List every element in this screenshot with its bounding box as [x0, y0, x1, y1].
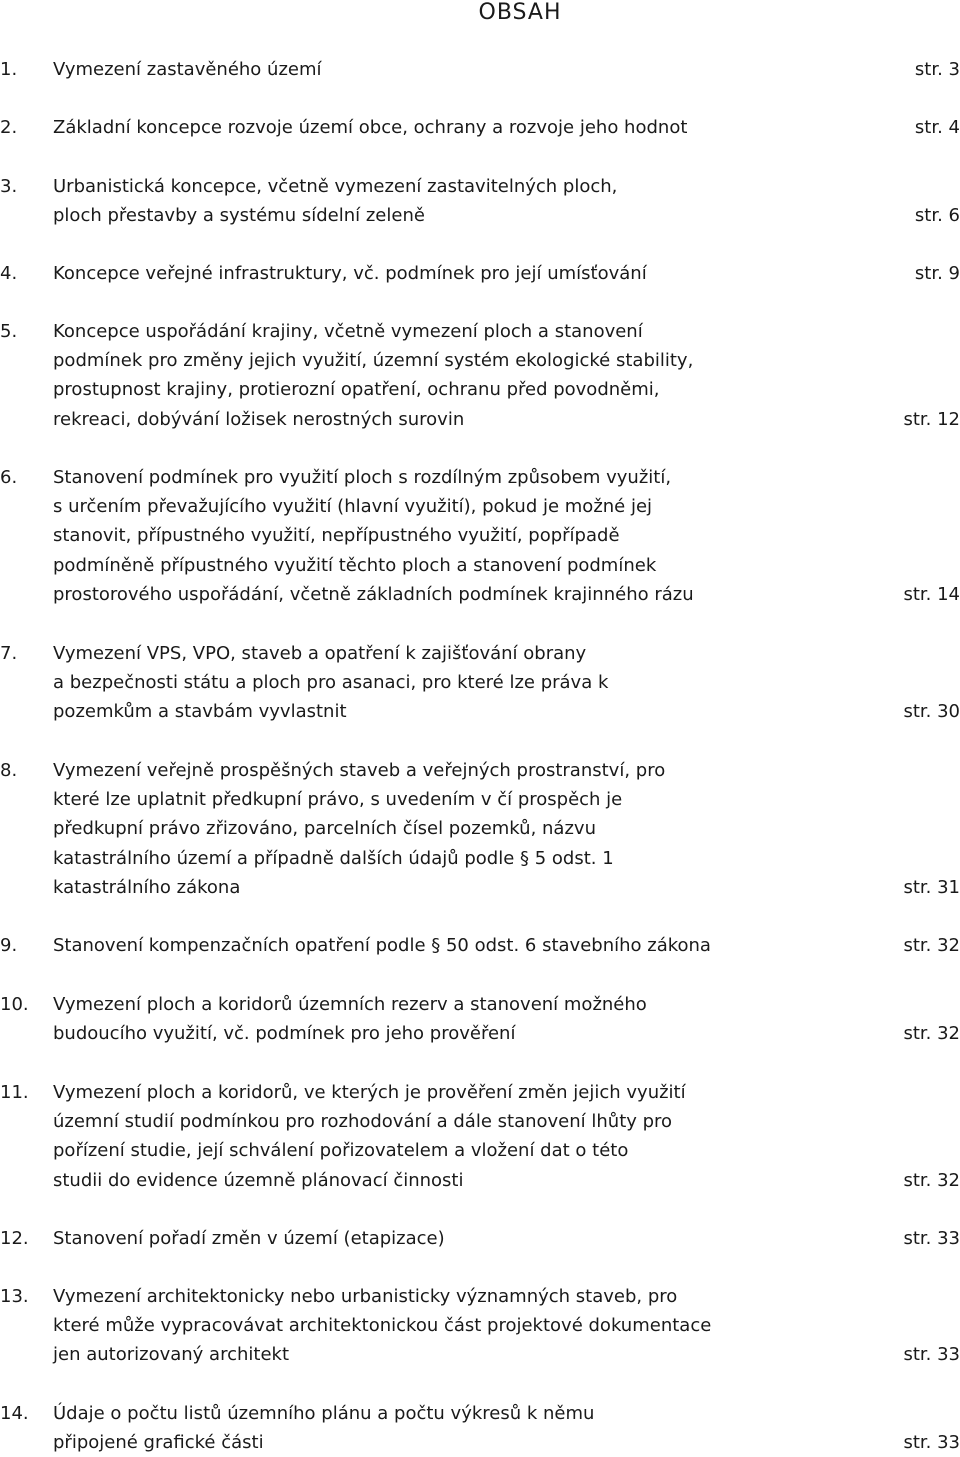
- toc-entry-title-line: předkupní právo zřizováno, parcelních čísel pozemků, názvu: [53, 818, 596, 840]
- toc-entry-title: [53, 931, 873, 960]
- toc-entry-title-line: Vymezení veřejně prospěšných staveb a veřejných prostranství, pro: [53, 760, 666, 781]
- toc-entry-page: str. 14: [903, 583, 960, 605]
- toc-entry-title: [53, 990, 873, 1048]
- toc-entry-number: 6.: [0, 467, 18, 488]
- toc-entry-page: str. 33: [903, 1344, 960, 1366]
- toc-entry-number: 9.: [0, 935, 18, 956]
- toc-entry-number: 14.: [0, 1403, 29, 1424]
- toc-entry-title-line: prostorového uspořádání, včetně základních podmínek krajinného rázu: [53, 583, 694, 605]
- toc-entry-page: str. 9: [914, 263, 960, 284]
- toc-entry-title: [53, 1078, 873, 1195]
- toc-entry-title: [53, 1282, 873, 1370]
- toc-entry-number: 12.: [0, 1228, 29, 1249]
- toc-entry-title-line: Vymezení ploch a koridorů územních rezerv a stanovení možného: [53, 994, 647, 1015]
- toc-entry-title: [53, 756, 873, 902]
- toc-entry-number: 11.: [0, 1082, 29, 1103]
- toc-entry: [0, 1078, 960, 1195]
- toc-entry-title-line: katastrálního zákona: [53, 876, 241, 898]
- toc-entry-page: str. 6: [914, 205, 960, 227]
- toc-entry-title-line: s určením převažujícího využití (hlavní využití), pokud je možné jej: [53, 496, 653, 518]
- page-title: OBSAH: [478, 0, 562, 25]
- toc-entry-title: [53, 113, 873, 142]
- toc-entry-title-line: Údaje o počtu listů územního plánu a počtu výkresů k němu: [53, 1403, 595, 1424]
- toc-entry-title-line: Koncepce uspořádání krajiny, včetně vymezení ploch a stanovení: [53, 321, 643, 342]
- toc-entry-number: 10.: [0, 994, 29, 1015]
- toc-entry-title-line: a bezpečnosti státu a ploch pro asanaci, pro které lze práva k: [53, 672, 609, 694]
- toc-entry-title-line: ploch přestavby a systému sídelní zeleně: [53, 205, 425, 227]
- toc-entry-title-line: podmínek pro změny jejich využití, územní systém ekologické stability,: [53, 350, 694, 372]
- toc-entry-title-line: rekreaci, dobývání ložisek nerostných surovin: [53, 408, 465, 430]
- toc-entry-number: 5.: [0, 321, 18, 342]
- toc-entry-title-line: Vymezení VPS, VPO, staveb a opatření k zajišťování obrany: [53, 643, 587, 664]
- toc-entry-title-line: které lze uplatnit předkupní právo, s uvedením v čí prospěch je: [53, 789, 623, 811]
- toc-entry-title-line: budoucího využití, vč. podmínek pro jeho prověření: [53, 1023, 516, 1045]
- toc-entry-title-line: Vymezení ploch a koridorů, ve kterých je prověření změn jejich využití: [53, 1082, 686, 1103]
- toc-entry-page: str. 32: [903, 1023, 960, 1045]
- toc-entry-title-line: Stanovení podmínek pro využití ploch s rozdílným způsobem využití,: [53, 467, 672, 488]
- toc-entry-title: [53, 172, 873, 230]
- toc-entry-title: [53, 55, 873, 84]
- toc-entry-title: [53, 259, 873, 288]
- toc-entry-title-line: připojené grafické části: [53, 1432, 264, 1454]
- toc-entry-title-line: Stanovení kompenzačních opatření podle § 50 odst. 6 stavebního zákona: [53, 935, 711, 956]
- toc-entry-number: 1.: [0, 59, 18, 80]
- toc-entry-title-line: podmíněně přípustného využití těchto ploch a stanovení podmínek: [53, 554, 657, 576]
- toc-entry: [0, 172, 960, 230]
- toc-entry: [0, 463, 960, 609]
- toc-entry-title-line: pozemkům a stavbám vyvlastnit: [53, 701, 347, 723]
- toc-entry-page: str. 32: [903, 1169, 960, 1191]
- toc-entry-title-line: které může vypracovávat architektonickou část projektové dokumentace: [53, 1315, 712, 1337]
- toc-entry-title: [53, 1399, 873, 1457]
- toc-entry-title-line: prostupnost krajiny, protierozní opatření, ochranu před povodněmi,: [53, 379, 660, 401]
- toc-entry-number: 13.: [0, 1286, 29, 1307]
- toc-entry-number: 7.: [0, 643, 18, 664]
- toc-entry: [0, 113, 960, 142]
- toc-entry: [0, 639, 960, 727]
- toc-entry-title-line: Vymezení architektonicky nebo urbanisticky významných staveb, pro: [53, 1286, 678, 1307]
- toc-entry-title-line: Stanovení pořadí změn v území (etapizace): [53, 1228, 445, 1249]
- toc-entry-page: str. 12: [903, 408, 960, 430]
- toc-entry: [0, 931, 960, 960]
- toc-entry-number: 8.: [0, 760, 18, 781]
- toc-entry: [0, 55, 960, 84]
- toc-entry-title: [53, 639, 873, 727]
- toc-entry-page: str. 33: [903, 1228, 960, 1249]
- toc-entry-title-line: studii do evidence územně plánovací činnosti: [53, 1169, 464, 1191]
- toc-entry-title-line: jen autorizovaný architekt: [53, 1344, 289, 1366]
- toc-entry-title-line: Základní koncepce rozvoje území obce, ochrany a rozvoje jeho hodnot: [53, 117, 688, 138]
- toc-entry: [0, 1224, 960, 1253]
- toc-entry: [0, 990, 960, 1048]
- toc-entry-page: str. 31: [903, 876, 960, 898]
- toc-entry-title-line: katastrálního území a případně dalších údajů podle § 5 odst. 1: [53, 847, 614, 869]
- toc-entry-number: 2.: [0, 117, 18, 138]
- toc-entry-title-line: územní studií podmínkou pro rozhodování a dále stanovení lhůty pro: [53, 1111, 673, 1133]
- toc-entry-title: [53, 1224, 873, 1253]
- toc-entry: [0, 756, 960, 902]
- toc-entry-title-line: Urbanistická koncepce, včetně vymezení zastavitelných ploch,: [53, 176, 618, 197]
- toc-entry: [0, 1282, 960, 1370]
- toc-entry-page: str. 33: [903, 1432, 960, 1454]
- toc-entry: [0, 1399, 960, 1457]
- toc-entry-title-line: Koncepce veřejné infrastruktury, vč. podmínek pro její umísťování: [53, 263, 647, 284]
- toc-entry-number: 3.: [0, 176, 18, 197]
- toc-entry-title-line: pořízení studie, její schválení pořizovatelem a vložení dat o této: [53, 1140, 629, 1162]
- toc-entry-page: str. 30: [903, 701, 960, 723]
- toc-entry-title-line: Vymezení zastavěného území: [53, 59, 322, 80]
- toc-entry-page: str. 4: [914, 117, 960, 138]
- toc-entry: [0, 317, 960, 434]
- toc-entry: [0, 259, 960, 288]
- toc-entry-number: 4.: [0, 263, 18, 284]
- toc-entry-page: str. 32: [903, 935, 960, 956]
- toc-entry-title: [53, 317, 873, 434]
- toc-entry-title: [53, 463, 873, 609]
- toc-entry-title-line: stanovit, přípustného využití, nepřípustného využití, popřípadě: [53, 525, 620, 547]
- toc-entry-page: str. 3: [914, 59, 960, 80]
